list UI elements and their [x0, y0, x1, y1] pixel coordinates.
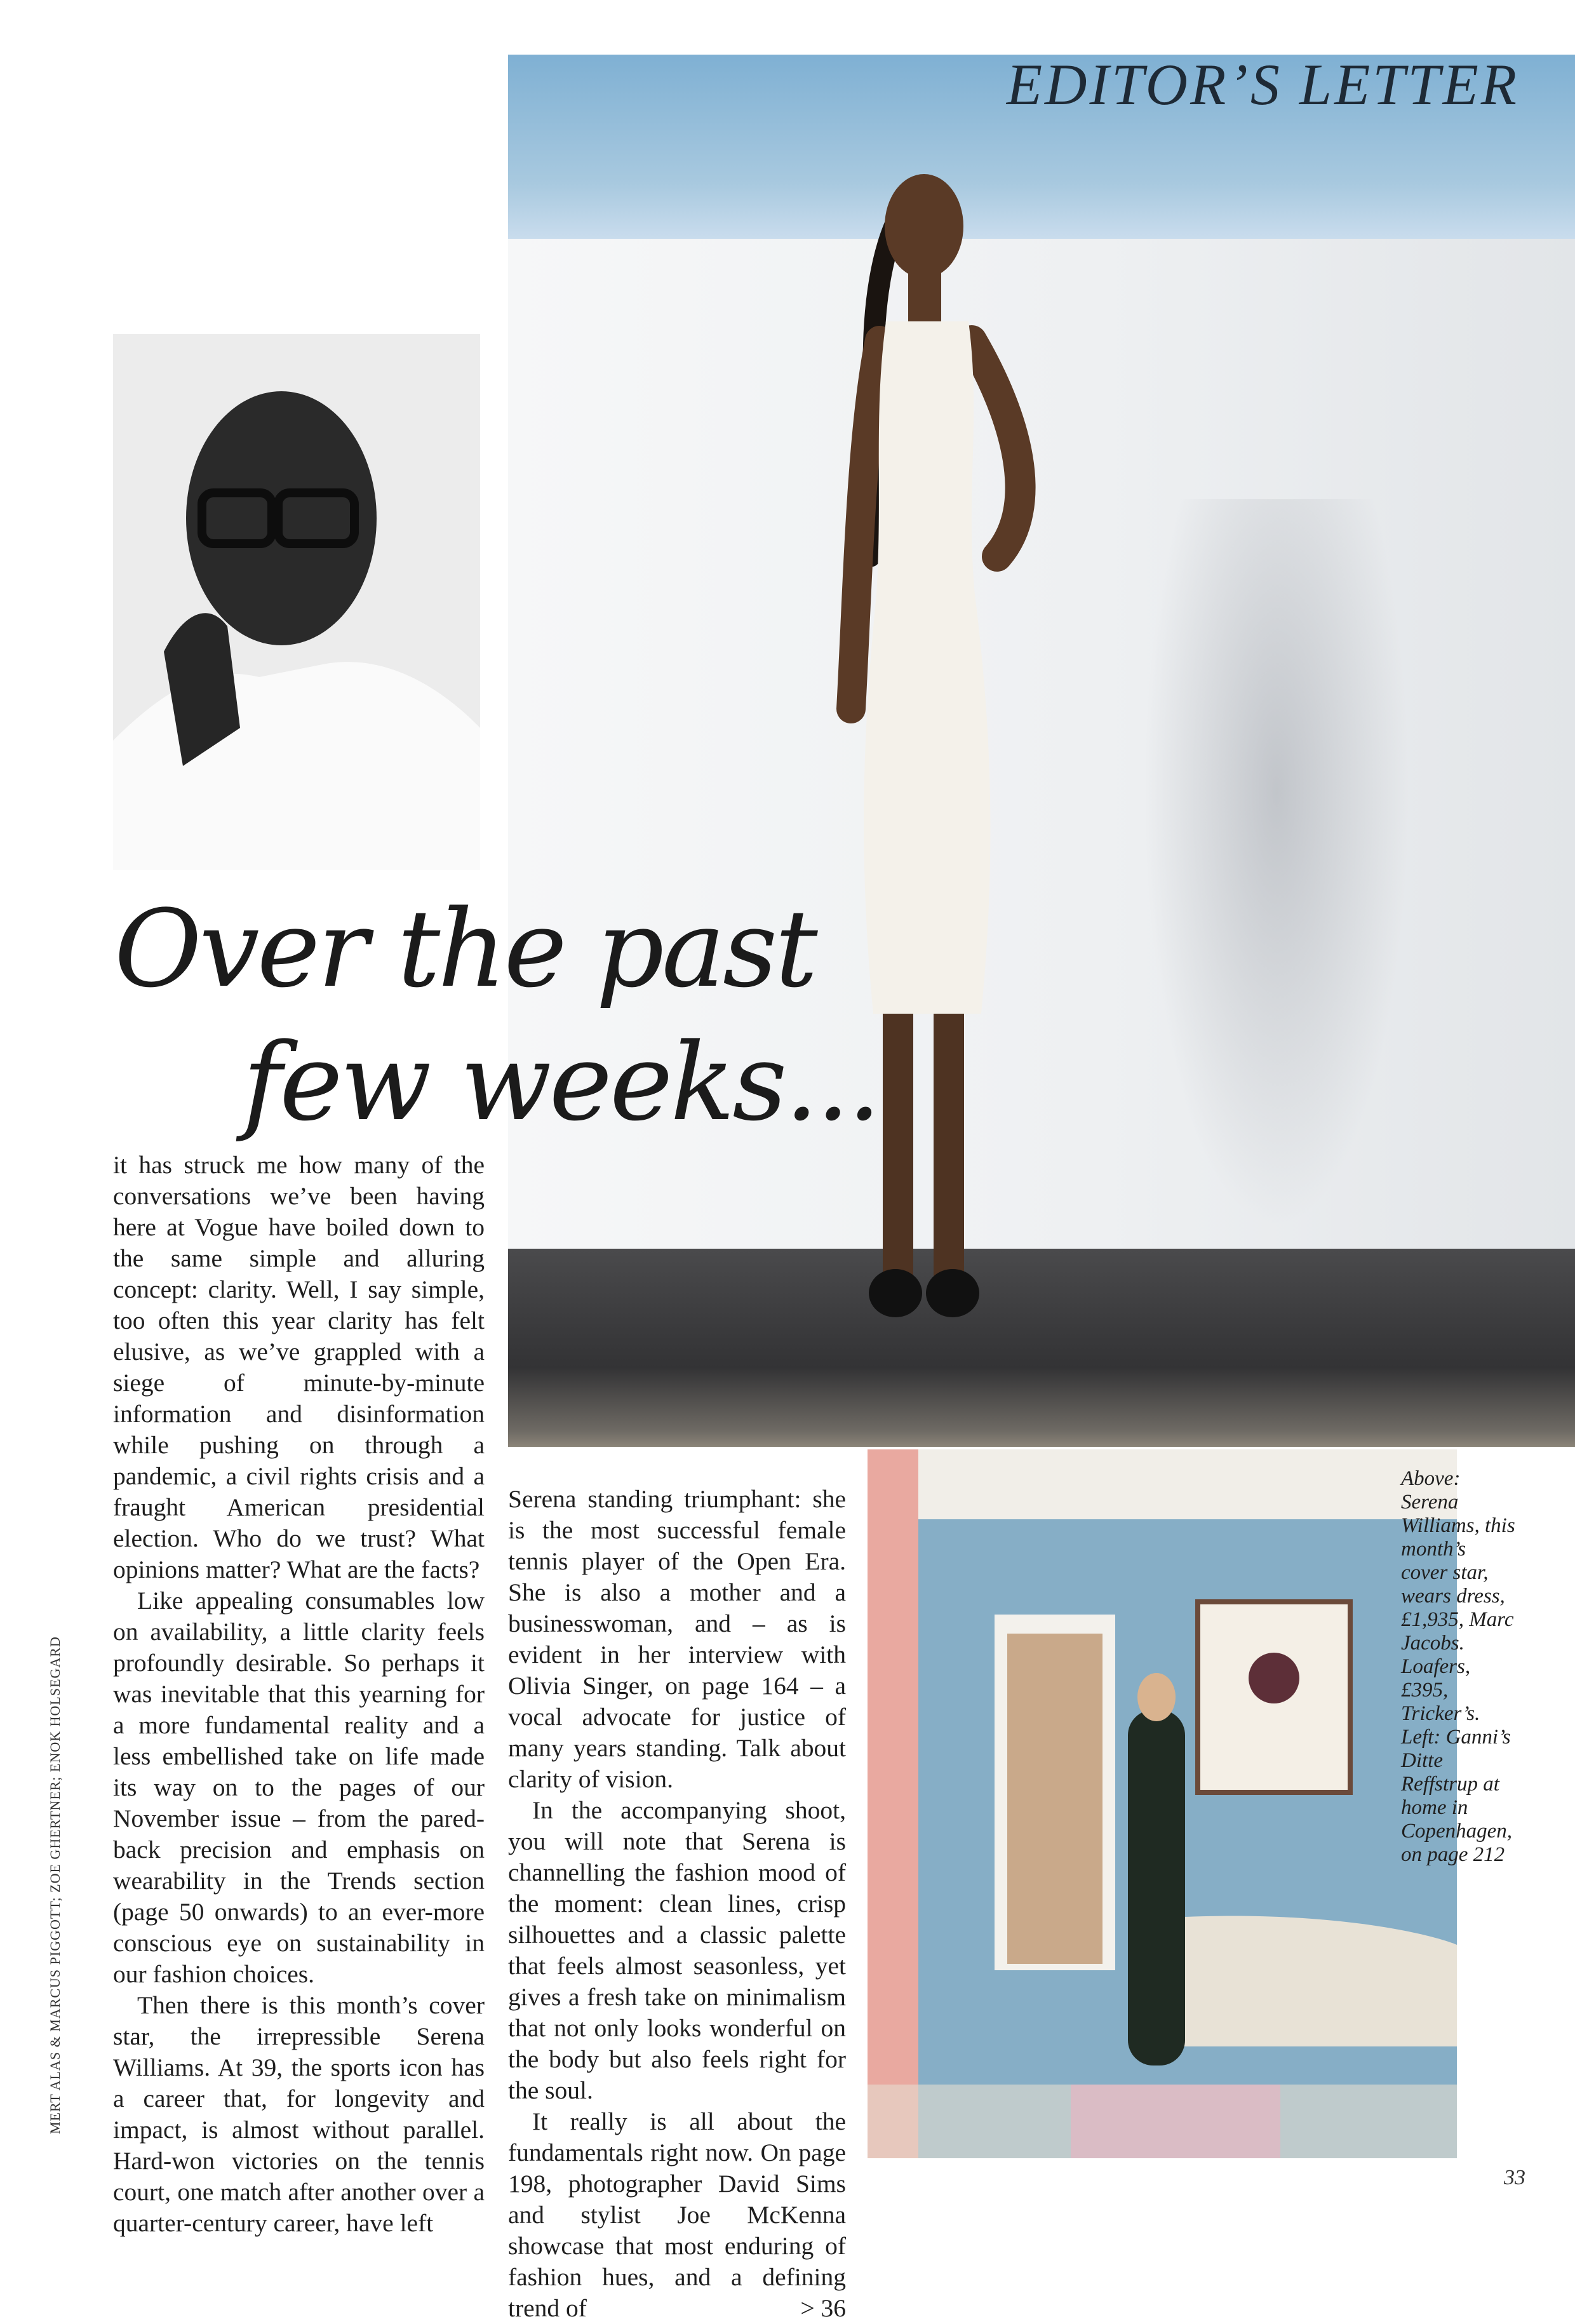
cover-photo-serena — [508, 55, 1575, 1447]
interior-illustration — [868, 1449, 1457, 2158]
continued-marker[interactable]: > 36 — [800, 2294, 846, 2322]
paragraph: Like appealing consumables low on availability, a little clarity feels profoundly desirable. So perhaps it was inevitable that this yearning for a more fundamental reality and a less embellished take on life made its way on to the pages of our November issue – from the pared-back precision and emphasis on wearability in the Trends section (page 50 onwards) to an ever-more conscious eye on sustainability in our fashion choices. — [113, 1587, 485, 1988]
section-title: EDITOR’S LETTER — [1006, 52, 1519, 117]
paragraph: it has struck me how many of the conversations we’ve been having here at Vogue have boiled down to the same simple and alluring concept: clarity. Well, I say simple, too often this year clarity has felt elusive, as we’ve grappled with a siege of minute-by-minute information and disinformation while pushing on through a pandemic, a civil rights crisis and a fraught American presidential election. Who do we trust? What opinions matter? What are the facts? — [113, 1151, 485, 1583]
body-column-1 — [113, 1150, 485, 2239]
page-number: 33 — [1504, 2166, 1525, 2189]
paragraph-text: It really is all about the fundamentals right now. On page 198, photographer David Sims and stylist Joe McKenna showcase that most enduring of fashion hues, and a defining trend of — [508, 2107, 846, 2322]
paragraph: In the accompanying shoot, you will note that Serena is channelling the fashion mood of the moment: clean lines, crisp silhouettes and a classic palette that feels almost seasonless, yet gives a fresh take on minimalism that not only looks wonderful on the body but also feels right for the soul. — [508, 1796, 846, 2104]
serena-figure — [807, 150, 1048, 1357]
body-column-2 — [508, 1484, 846, 2324]
interior-photo-ditte — [868, 1449, 1457, 2158]
editor-portrait-illustration — [113, 334, 480, 870]
paragraph-last — [508, 2106, 846, 2324]
headline-line-2: few weeks... — [243, 1020, 879, 1145]
paragraph: Serena standing triumphant: she is the most successful female tennis player of the Open Era. She is also a mother and a businesswoman, and – as is evident in her interview with Olivia Singer, on page 164 – a vocal advocate for justice of many years standing. Talk about clarity of vision. — [508, 1485, 846, 1793]
paragraph: Then there is this month’s cover star, the irrepressible Serena Williams. At 39, the sports icon has a career that, for longevity and impact, is almost without parallel. Hard-won victories on the tennis court, one match after another over a quarter-century career, have left — [113, 1991, 485, 2237]
wall-shadow — [1143, 499, 1410, 1230]
photo-caption: Above: Serena Williams, this month’s cover star, wears dress, £1,935, Marc Jacobs. Loafers, £395, Tricker’s. Left: Ganni’s Ditte Reffstrup at home in Copenhagen, on page 212 — [1401, 1467, 1515, 1866]
headline-line-1: Over the past — [114, 887, 815, 1011]
photo-credit: MERT ALAS & MARCUS PIGGOTT; ZOE GHERTNER; ENOK HOLSEGARD — [47, 1636, 63, 2134]
portrait-photo-editor — [113, 334, 480, 870]
